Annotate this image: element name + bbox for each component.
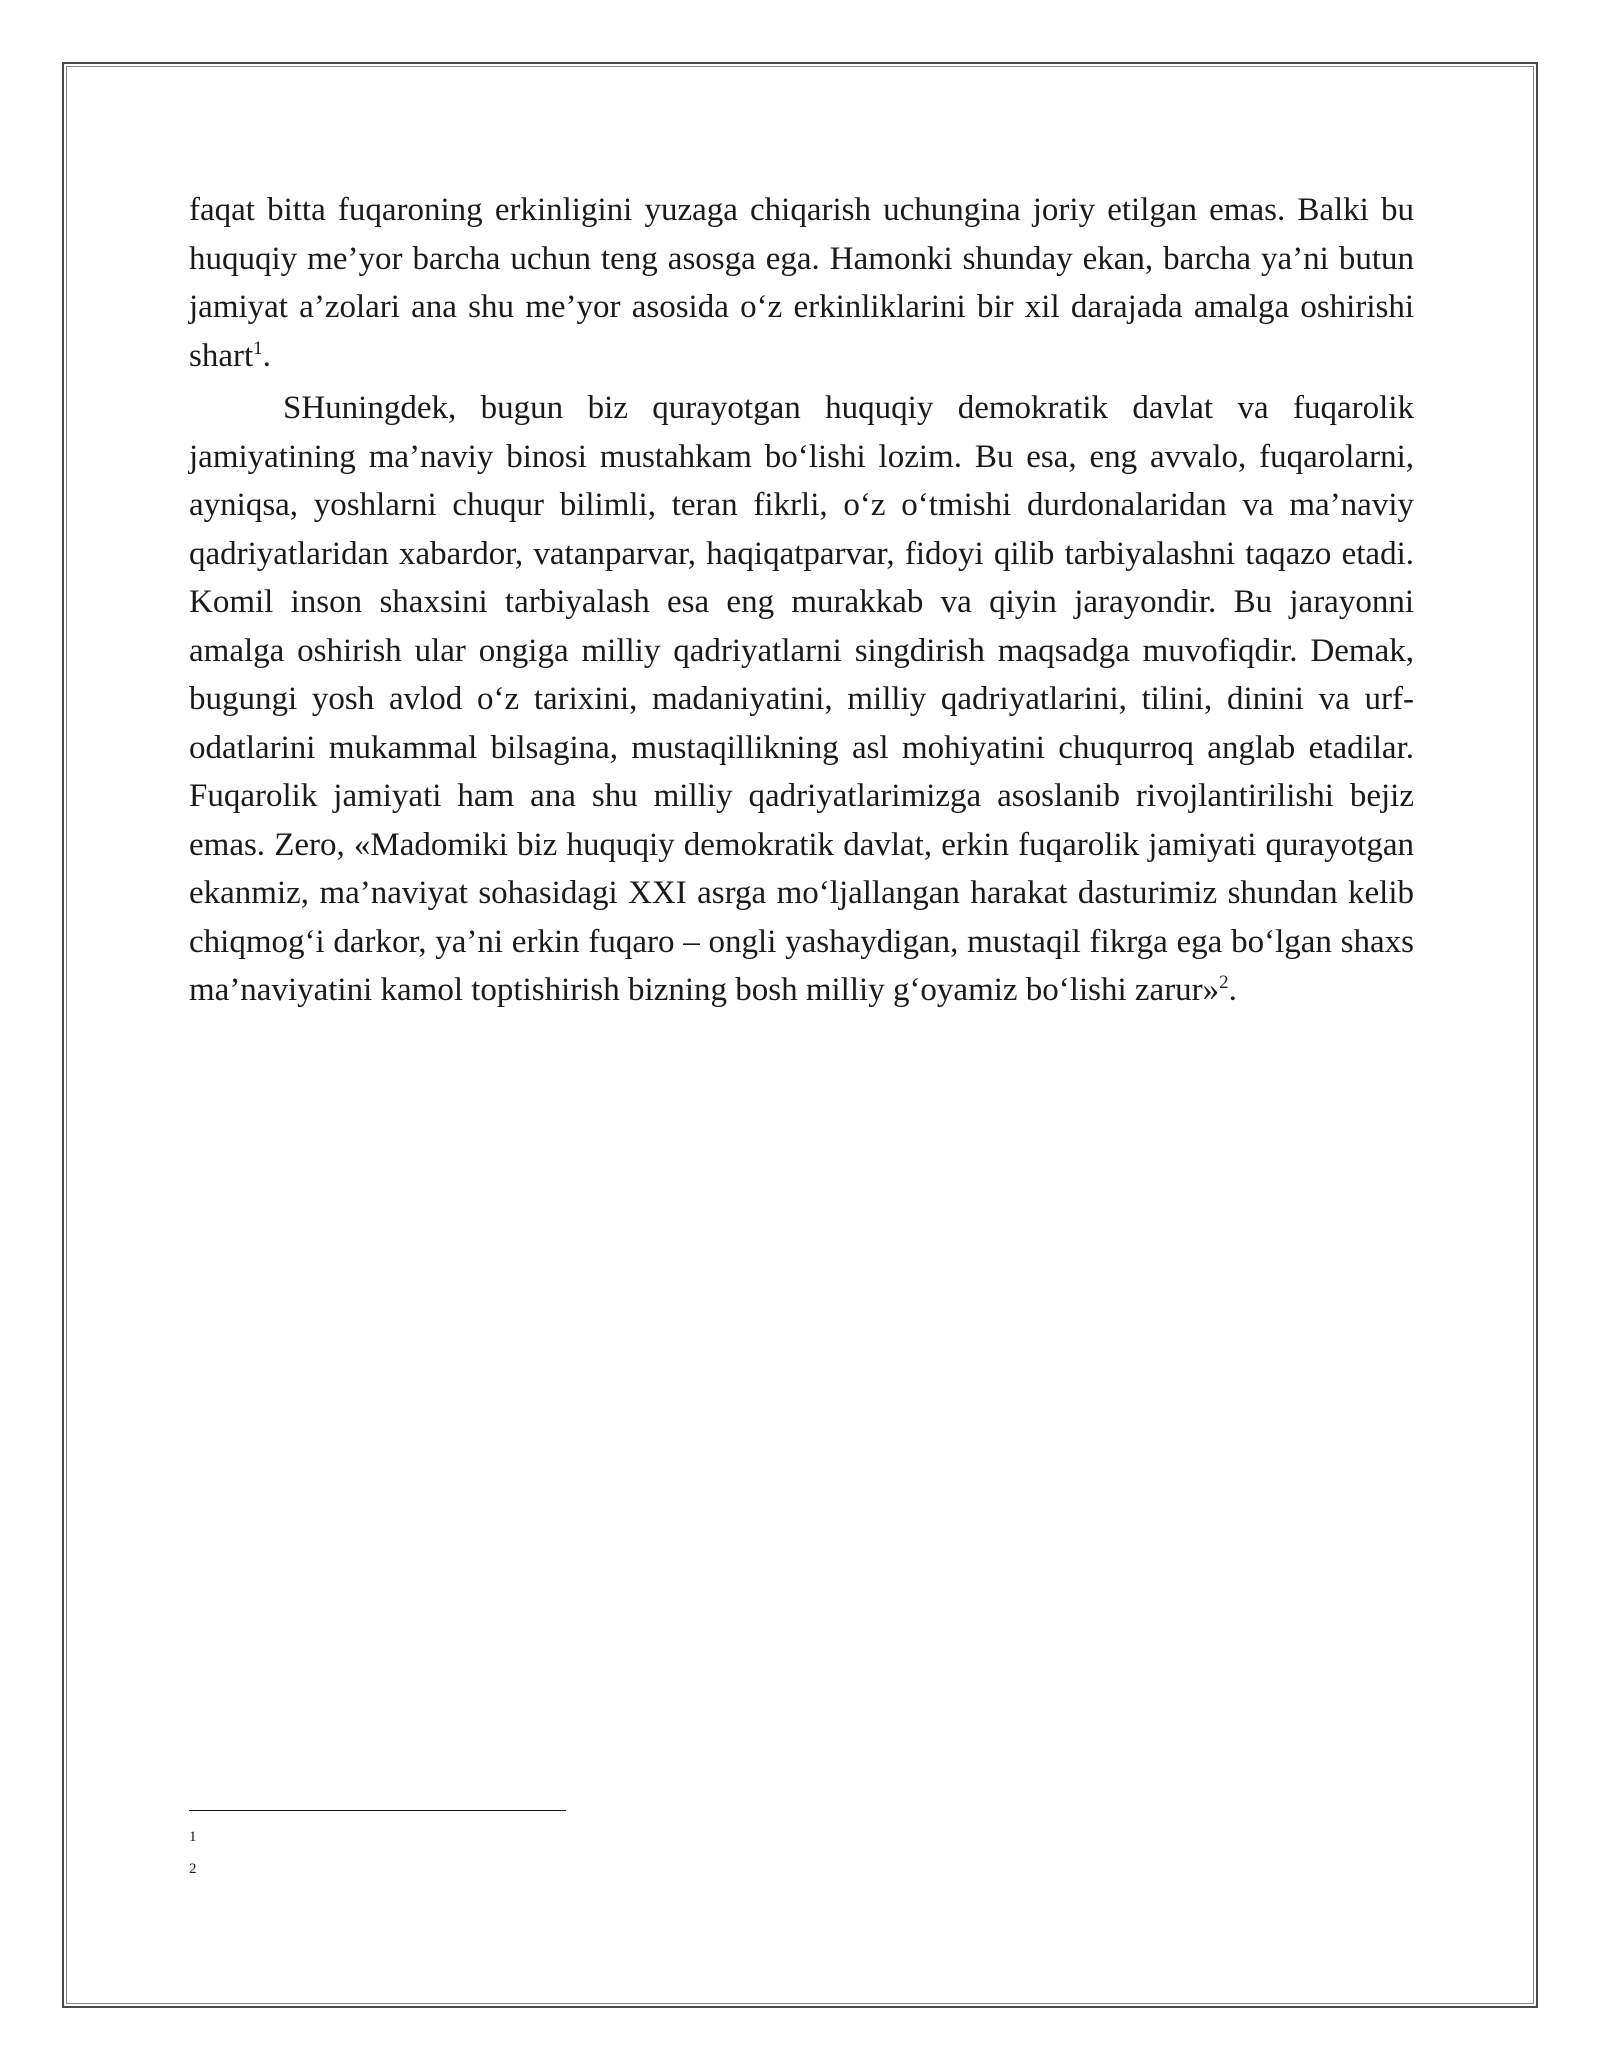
- paragraph-2: [189, 384, 1414, 1015]
- document-body: [189, 186, 1414, 1019]
- paragraph-1: [189, 186, 1414, 380]
- paragraph-2-tail: .: [1228, 972, 1237, 1008]
- paragraph-1-text: faqat bitta fuqaroning erkinligini yuzaga chiqarish uchungina joriy etilgan emas. Balki bu huquqiy me’yor barcha uchun teng asosga ega. Hamonki shunday ekan, barcha ya’ni butun jamiyat a’zolari ana shu me’yor asosida o‘z erkinliklarini bir xil darajada amalga oshirishi shart: [189, 192, 1414, 374]
- footnote-separator: [189, 1810, 566, 1811]
- footnote-ref-2[interactable]: 2: [1219, 972, 1229, 993]
- paragraph-2-text: SHuningdek, bugun biz qurayotgan huquqiy demokratik davlat va fuqarolik jamiyatining ma’naviy binosi mustahkam bo‘lishi lozim. Bu esa, eng avvalo, fuqarolarni, ayniqsa, yoshlarni chuqur bilimli, teran fikrli, o‘z o‘tmishi durdonalaridan va ma’naviy qadriyatlaridan xabardor, vatanparvar, haqiqatparvar, fidoyi qilib tarbiyalashni taqazo etadi. Komil inson shaxsini tarbiyalash esa eng murakkab va qiyin jarayondir. Bu jarayonni amalga oshirish ular ongiga milliy qadriyatlarni singdirish maqsadga muvofiqdir. Demak, bugungi yosh avlod o‘z tarixini, madaniyatini, milliy qadriyatlarini, tilini, dinini va urf-odatlarini mukammal bilsagina, mustaqillikning asl mohiyatini chuqurroq anglab etadilar. Fuqarolik jamiyati ham ana shu milliy qadriyatlarimizga asoslanib rivojlantirilishi bejiz emas. Zero, «Madomiki biz huquqiy demokratik davlat, erkin fuqarolik jamiyati qurayotgan ekanmiz, ma’naviyat sohasidagi XXI asrga mo‘ljallangan harakat dasturimiz shundan kelib chiqmog‘i darkor, ya’ni erkin fuqaro – ongli yashaydigan, mustaqil fikrga ega bo‘lgan shaxs ma’naviyatini kamol toptishirish bizning bosh milliy g‘oyamiz bo‘lishi zarur»: [189, 390, 1414, 1008]
- paragraph-1-tail: .: [262, 337, 271, 374]
- footnote-1: 1: [189, 1829, 197, 1845]
- footnote-2: 2: [189, 1861, 197, 1877]
- footnote-ref-1[interactable]: 1: [253, 337, 263, 359]
